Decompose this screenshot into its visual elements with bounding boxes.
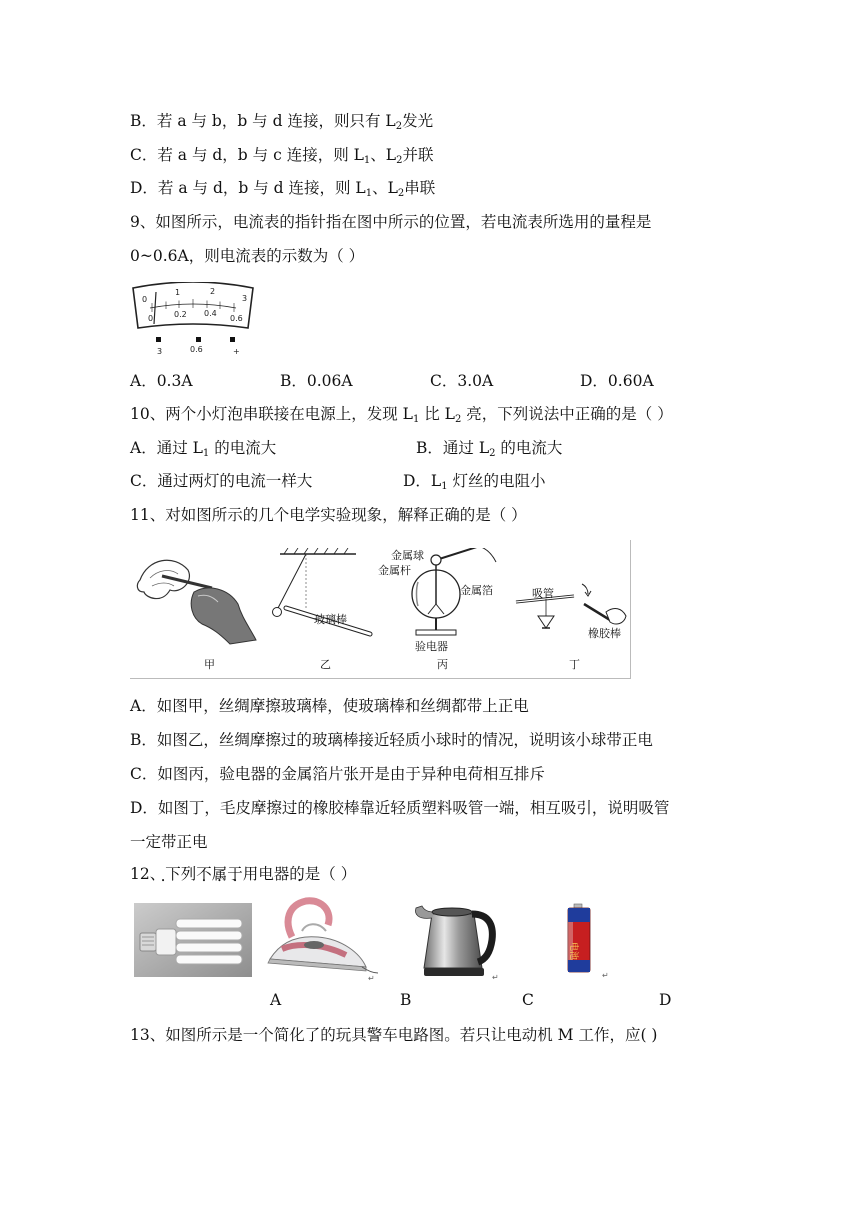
svg-text:↵: ↵ [602, 971, 609, 980]
emphasis-char: 属 [211, 865, 228, 883]
caption-yi: 乙 [320, 658, 331, 671]
q8-option-b: B．若 a 与 b，b 与 d 连接，则只有 $L_2$发光 [130, 112, 434, 132]
label-glass-rod: 玻璃棒 [314, 613, 347, 626]
upper-tick-label: 0 [142, 295, 148, 304]
upper-tick-label: 2 [210, 287, 216, 296]
cfl-bulb-image [134, 903, 252, 977]
label-metal-foil: 金属箔 [460, 584, 493, 597]
q9-option-b: B．0.06A [280, 372, 353, 390]
label-electroscope: 验电器 [415, 640, 448, 653]
q9-stem-line1: 9、如图所示，电流表的指针指在图中所示的位置，若电流表所选用的量程是 [130, 213, 652, 231]
terminal-label: + [233, 347, 240, 356]
battery-label: 电池 [568, 942, 578, 961]
q12-label-d: D [659, 991, 672, 1009]
q9-stem-line2: 0~0.6A，则电流表的示数为（ ） [130, 247, 365, 265]
q11-option-b: B．如图乙，丝绸摩擦过的玻璃棒接近轻质小球时的情况，说明该小球带正电 [130, 731, 653, 749]
q8-option-c: C．若 a 与 d，b 与 c 连接，则 $L_1$、$L_2$并联 [130, 146, 434, 166]
label-straw: 吸管 [532, 587, 554, 600]
upper-tick-label: 3 [242, 294, 248, 303]
label-metal-rod: 金属杆 [378, 564, 411, 577]
caption-bing: 丙 [437, 658, 448, 671]
q10-option-c: C．通过两灯的电流一样大 [130, 472, 313, 490]
svg-text:↵: ↵ [492, 973, 499, 982]
q12-label-b: B [400, 991, 412, 1009]
emphasis-char: 于 [227, 865, 243, 883]
upper-tick-label: 1 [175, 288, 181, 297]
q9-option-d: D．0.60A [580, 372, 654, 390]
lower-tick-label: 0.4 [204, 309, 217, 318]
q11-option-a: A．如图甲，丝绸摩擦玻璃棒，使玻璃棒和丝绸都带上正电 [130, 697, 529, 715]
emphasis-char: 不 [196, 865, 212, 883]
lower-tick-label: 0 [148, 314, 154, 323]
q10-option-a: A．通过 $L_1$ 的电流大 [130, 439, 277, 459]
q12-label-c: C [522, 991, 534, 1009]
terminal-label: 3 [157, 347, 163, 356]
q9-option-c: C．3.0A [430, 372, 494, 390]
q11-option-d-line2: 一定带正电 [130, 833, 208, 851]
q11-option-c: C．如图丙，验电器的金属箔片张开是由于异种电荷相互排斥 [130, 765, 545, 783]
lower-tick-label: 0.6 [230, 314, 243, 323]
caption-jia: 甲 [204, 658, 215, 671]
svg-text:↵: ↵ [368, 974, 375, 981]
q8-option-d: D．若 a 与 d，b 与 d 连接，则 $L_1$、$L_2$串联 [130, 179, 436, 199]
q13-stem: 13、如图所示是一个简化了的玩具警车电路图。若只让电动机 M 工作，应( ) [130, 1026, 658, 1044]
lower-tick-label: 0.2 [174, 310, 187, 319]
terminal-label: 0.6 [190, 345, 203, 354]
q12-stem: 12、下列 •不属于用电器的是（ ） • [130, 863, 356, 885]
figure-jia-silk-rubbing [132, 548, 262, 648]
q11-stem: 11、对如图所示的几个电学实验现象，解释正确的是（ ） [130, 506, 527, 524]
q11-option-d-line1: D．如图丁，毛皮摩擦过的橡胶棒靠近轻质塑料吸管一端，相互吸引，说明吸管 [130, 799, 670, 817]
label-rubber-rod: 橡胶棒 [588, 627, 621, 640]
electric-iron-image [262, 897, 380, 981]
q10-option-d: D．$L_1$ 灯丝的电阻小 [403, 472, 546, 492]
label-metal-ball: 金属球 [391, 549, 424, 562]
q9-option-a: A．0.3A [130, 372, 193, 390]
q10-stem: 10、两个小灯泡串联接在电源上，发现 $L_1$ 比 $L_2$ 亮，下列说法中正确的是（ ） [130, 405, 673, 425]
electric-kettle-image [412, 898, 508, 982]
q12-label-a: A [270, 991, 282, 1009]
battery-image [564, 900, 616, 980]
q10-option-b: B．通过 $L_2$ 的电流大 [416, 439, 563, 459]
caption-ding: 丁 [569, 658, 580, 671]
ammeter-dial-figure [130, 282, 256, 360]
